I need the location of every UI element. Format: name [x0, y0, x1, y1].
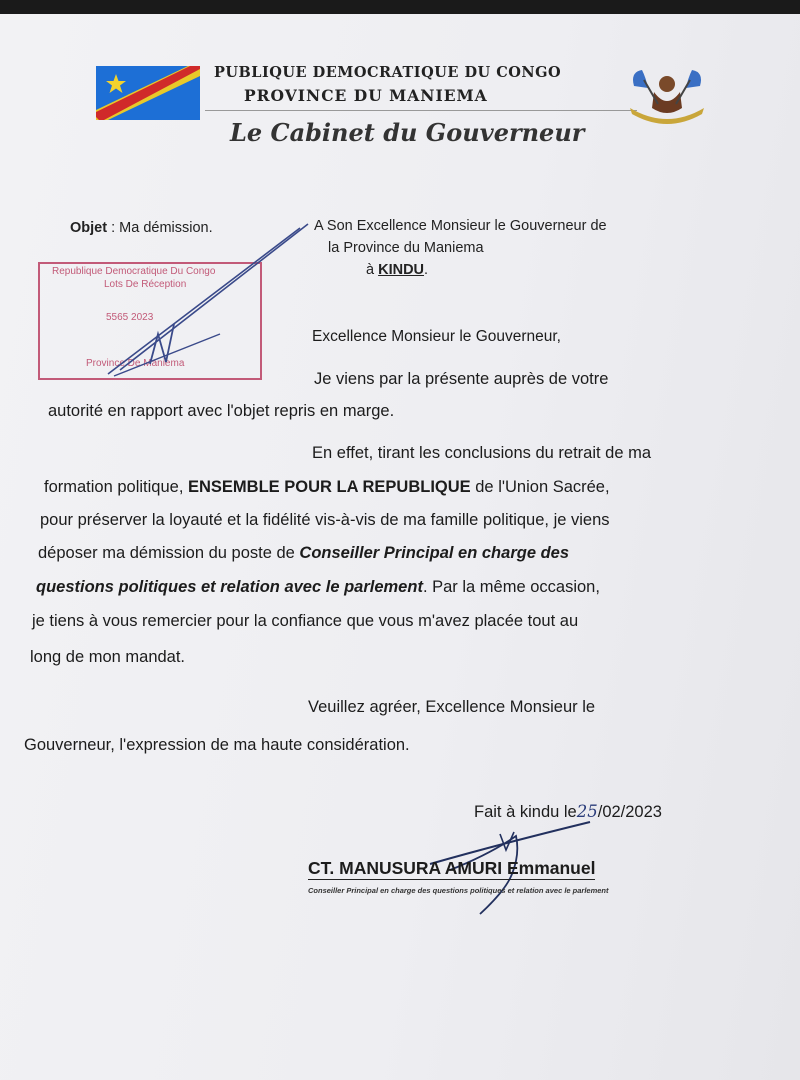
recipient-line-3: [366, 262, 428, 278]
signer-title: Conseiller Principal en charge des questions politiques et relation avec le parlement: [308, 886, 609, 895]
para1-line-2: autorité en rapport avec l'objet repris en marge.: [48, 402, 395, 420]
para2-line-4a: déposer ma démission du poste de: [38, 544, 300, 562]
para2-line-7: long de mon mandat.: [30, 648, 186, 666]
para2-line-5: [36, 578, 600, 597]
stamp-line-3: 5565 2023: [106, 312, 154, 323]
stamp-line-4: Province De Maniema: [86, 358, 185, 369]
objet-text: : Ma démission.: [111, 220, 213, 236]
post-title-part-2: questions politiques et relation avec le parlement: [36, 578, 423, 596]
para2-line-1: En effet, tirant les conclusions du retrait de ma: [312, 444, 652, 462]
stamp-line-1: Republique Democratique Du Congo: [52, 266, 216, 277]
header-divider: [205, 110, 637, 111]
coat-of-arms-icon: [624, 64, 710, 128]
date-rest: /02/2023: [597, 803, 662, 821]
para2-line-2a: formation politique,: [44, 478, 188, 496]
para2-line-3: pour préserver la loyauté et la fidélité vis-à-vis de ma famille politique, je viens: [40, 511, 610, 529]
header-province: PROVINCE DU MANIEMA: [244, 86, 488, 105]
post-title-part-1: Conseiller Principal en charge des: [299, 544, 570, 562]
recipient-line-1: A Son Excellence Monsieur le Gouverneur de: [314, 218, 607, 234]
recipient-line-2: la Province du Maniema: [328, 240, 484, 256]
stamp-line-2: Lots De Réception: [104, 279, 187, 290]
para2-line-6: je tiens à vous remercier pour la confiance que vous m'avez placée tout au: [32, 612, 579, 630]
header-country: PUBLIQUE DEMOCRATIQUE DU CONGO: [214, 64, 562, 81]
closing-line-2: Gouverneur, l'expression de ma haute considération.: [24, 736, 410, 754]
drc-flag-icon: [96, 66, 200, 120]
recipient-suffix: .: [424, 262, 429, 278]
para2-line-2: [44, 478, 610, 497]
para2-line-2c: de l'Union Sacrée,: [470, 478, 610, 496]
party-name: ENSEMBLE POUR LA REPUBLIQUE: [188, 478, 471, 496]
closing-line-1: Veuillez agréer, Excellence Monsieur le: [308, 698, 596, 716]
objet-label: Objet: [70, 220, 108, 236]
header-cabinet: Le Cabinet du Gouverneur: [230, 118, 585, 147]
para2-line-4: [38, 544, 569, 563]
recipient-prefix: à: [366, 262, 379, 278]
salutation: Excellence Monsieur le Gouverneur,: [312, 328, 561, 345]
para1-line-1: Je viens par la présente auprès de votre: [314, 370, 609, 388]
letter-page: [0, 14, 800, 1080]
para2-line-5b: . Par la même occasion,: [422, 578, 600, 596]
date-day: 25: [576, 802, 598, 821]
signer-name: CT. MANUSURA AMURI Emmanuel: [308, 858, 596, 878]
receipt-signature-icon: [100, 214, 340, 394]
recipient-city: KINDU: [378, 262, 425, 278]
date-prefix: Fait à kindu le: [474, 803, 577, 821]
